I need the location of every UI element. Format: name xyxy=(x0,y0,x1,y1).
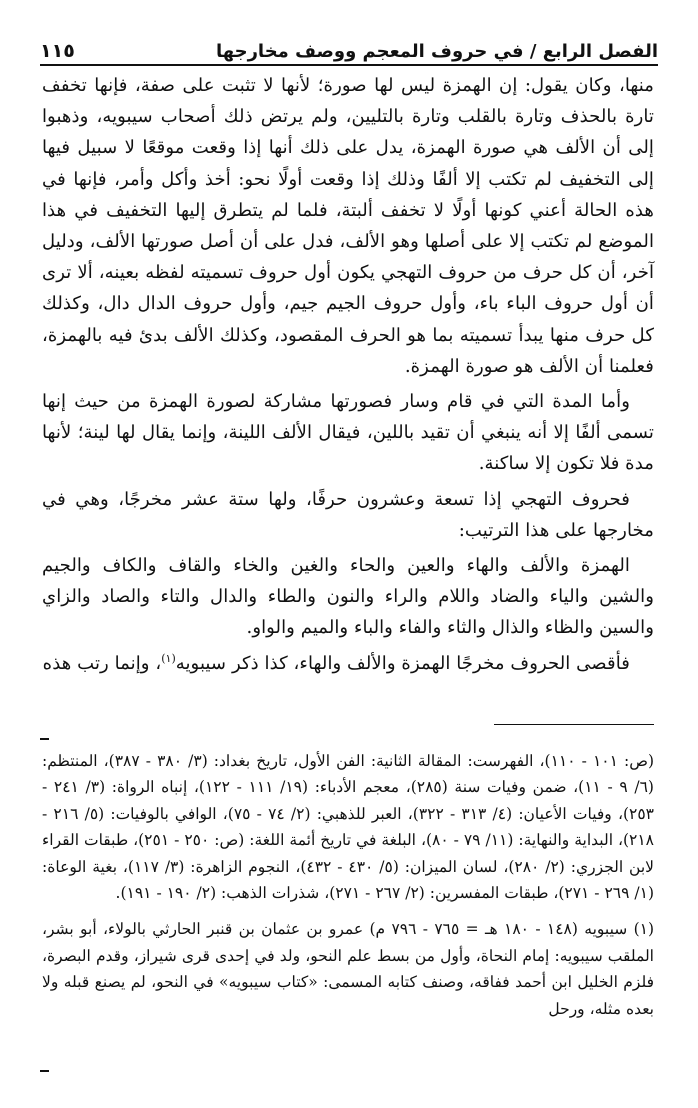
running-header xyxy=(40,30,658,62)
footnote-continuation: (ص: ١٠١ - ١١٠)، الفهرست: المقالة الثانية: الفن الأول، تاريخ بغداد: (٣/ ٣٨٠ - ٣٨٧)، المنتظم: (٦/ ٩ - ١١)، ضمن وفيات سنة (٢٨٥)، معجم الأدباء: (١٩/ ١١١ - ١٢٢)، إنباه الرواة: (٣/ ٢٤١ - ٢٥٣)، وفيات الأعيان: (٤/ ٣١٣ - ٣٢٢)، العبر للذهبي: (٢/ ٧٤ - ٧٥)، الوافي بالوفيات: (٥/ ٢١٦ - ٢١٨)، البداية والنهاية: (١١/ ٧٩ - ٨٠)، البلغة في تاريخ أئمة اللغة: (ص: ٢٥٠ - ٢٥١)، طبقات القراء لابن الجزري: (٢/ ٢٨٠)، لسان الميزان: (٥/ ٤٣٠ - ٤٣٢)، النجوم الزاهرة: (٣/ ١١٧)، بغية الوعاة: (١/ ٢٦٩ - ٢٧١)، طبقات المفسرين: (٢/ ٢٦٧ - ٢٧١)، شذرات الذهب: (٢/ ١٩٠ - ١٩١). xyxy=(42,752,655,903)
footnote-separator xyxy=(494,724,654,725)
continuation-mark-bottom xyxy=(40,1070,49,1072)
page-number: ١١٥ xyxy=(40,40,75,62)
footnote-1: (١) سيبويه (١٤٨ - ١٨٠ هـ = ٧٦٥ - ٧٩٦ م) عمرو بن عثمان بن قنبر الحارثي بالولاء، أبو بشر، الملقب سيبويه: إمام النحاة، وأول من بسط علم النحو، ولد في إحدى قرى شيراز، وقدم البصرة، فلزم الخليل ابن أحمد ففاقه، وصنف كتابه المسمى: «كتاب سيبويه» في النحو، لم يصنع قبله ولا بعده مثله، ورحل xyxy=(42,920,655,1018)
footnote-reference-1: (١) xyxy=(161,651,176,665)
paragraph-letters-count: فحروف التهجي إذا تسعة وعشرون حرفًا، ولها ستة عشر مخرجًا، وهي في مخارجها على هذا الترتيب: xyxy=(42,488,654,541)
header-rule xyxy=(40,64,658,66)
main-text xyxy=(42,70,654,679)
paragraph-text-end: ، وإنما رتب هذه xyxy=(42,652,162,674)
paragraph-madd-letter: وأما المدة التي في قام وسار فصورتها مشاركة لصورة الهمزة من حيث إنها تسمى ألفًا إلا أنه ينبغي أن تقيد باللين، فيقال الألف اللينة، وإنما يقال لها لينة؛ لأنها مدة فلا تكون إلا ساكنة. xyxy=(42,391,654,475)
paragraph-farthest-articulation xyxy=(42,648,654,679)
continuation-mark-top xyxy=(40,738,49,740)
paragraph-letters-order: الهمزة والألف والهاء والعين والحاء والغين والخاء والقاف والكاف والجيم والشين والياء والضاد واللام والراء والنون والطاء والدال والتاء والصاد والزاي والسين والظاء والذال والثاء والفاء والباء والميم والواو. xyxy=(42,555,654,639)
paragraph-hamza-form: منها، وكان يقول: إن الهمزة ليس لها صورة؛ لأنها لا تثبت على صفة، فإنها تخفف تارة بالحذف وتارة بالقلب وتارة بالتليين، ولم يرتض ذلك أصحاب سيبويه، وذهبوا إلى أن الألف هي صورة الهمزة، يدل على ذلك أنها إذا وقعت موقعًا لا سبيل فيها إلى التخفيف لم تكتب إلا ألفًا وذلك إذا وقعت أولًا نحو: أخذ وأكل وأمر، فإنها في هذه الحالة أعني كونها أولًا لا تخفف ألبتة، فلما لم يتطرق إليها التخفيف في هذا الموضع لم تكتب إلا على أصلها وهو الألف، فدل على أن أصل صورتها الألف، ودليل آخر، أن كل حرف من حروف التهجي يكون أول حروف تسميته لفظه بعينه، ألا ترى أن أول حروف الباء باء، وأول حروف الجيم جيم، وأول حروف الدال دال، وكذلك كل حرف منها يبدأ تسميته بما هو الحرف المقصود، وكذلك الألف بدئ فيه بالهمزة، فعلمنا أن الألف هو صورة الهمزة. xyxy=(42,75,654,377)
footnotes xyxy=(42,748,654,1022)
paragraph-text-start: فأقصى الحروف مخرجًا الهمزة والألف والهاء، كذا ذكر سيبويه xyxy=(175,652,630,674)
chapter-title: الفصل الرابع / في حروف المعجم ووصف مخارجها xyxy=(215,41,658,62)
